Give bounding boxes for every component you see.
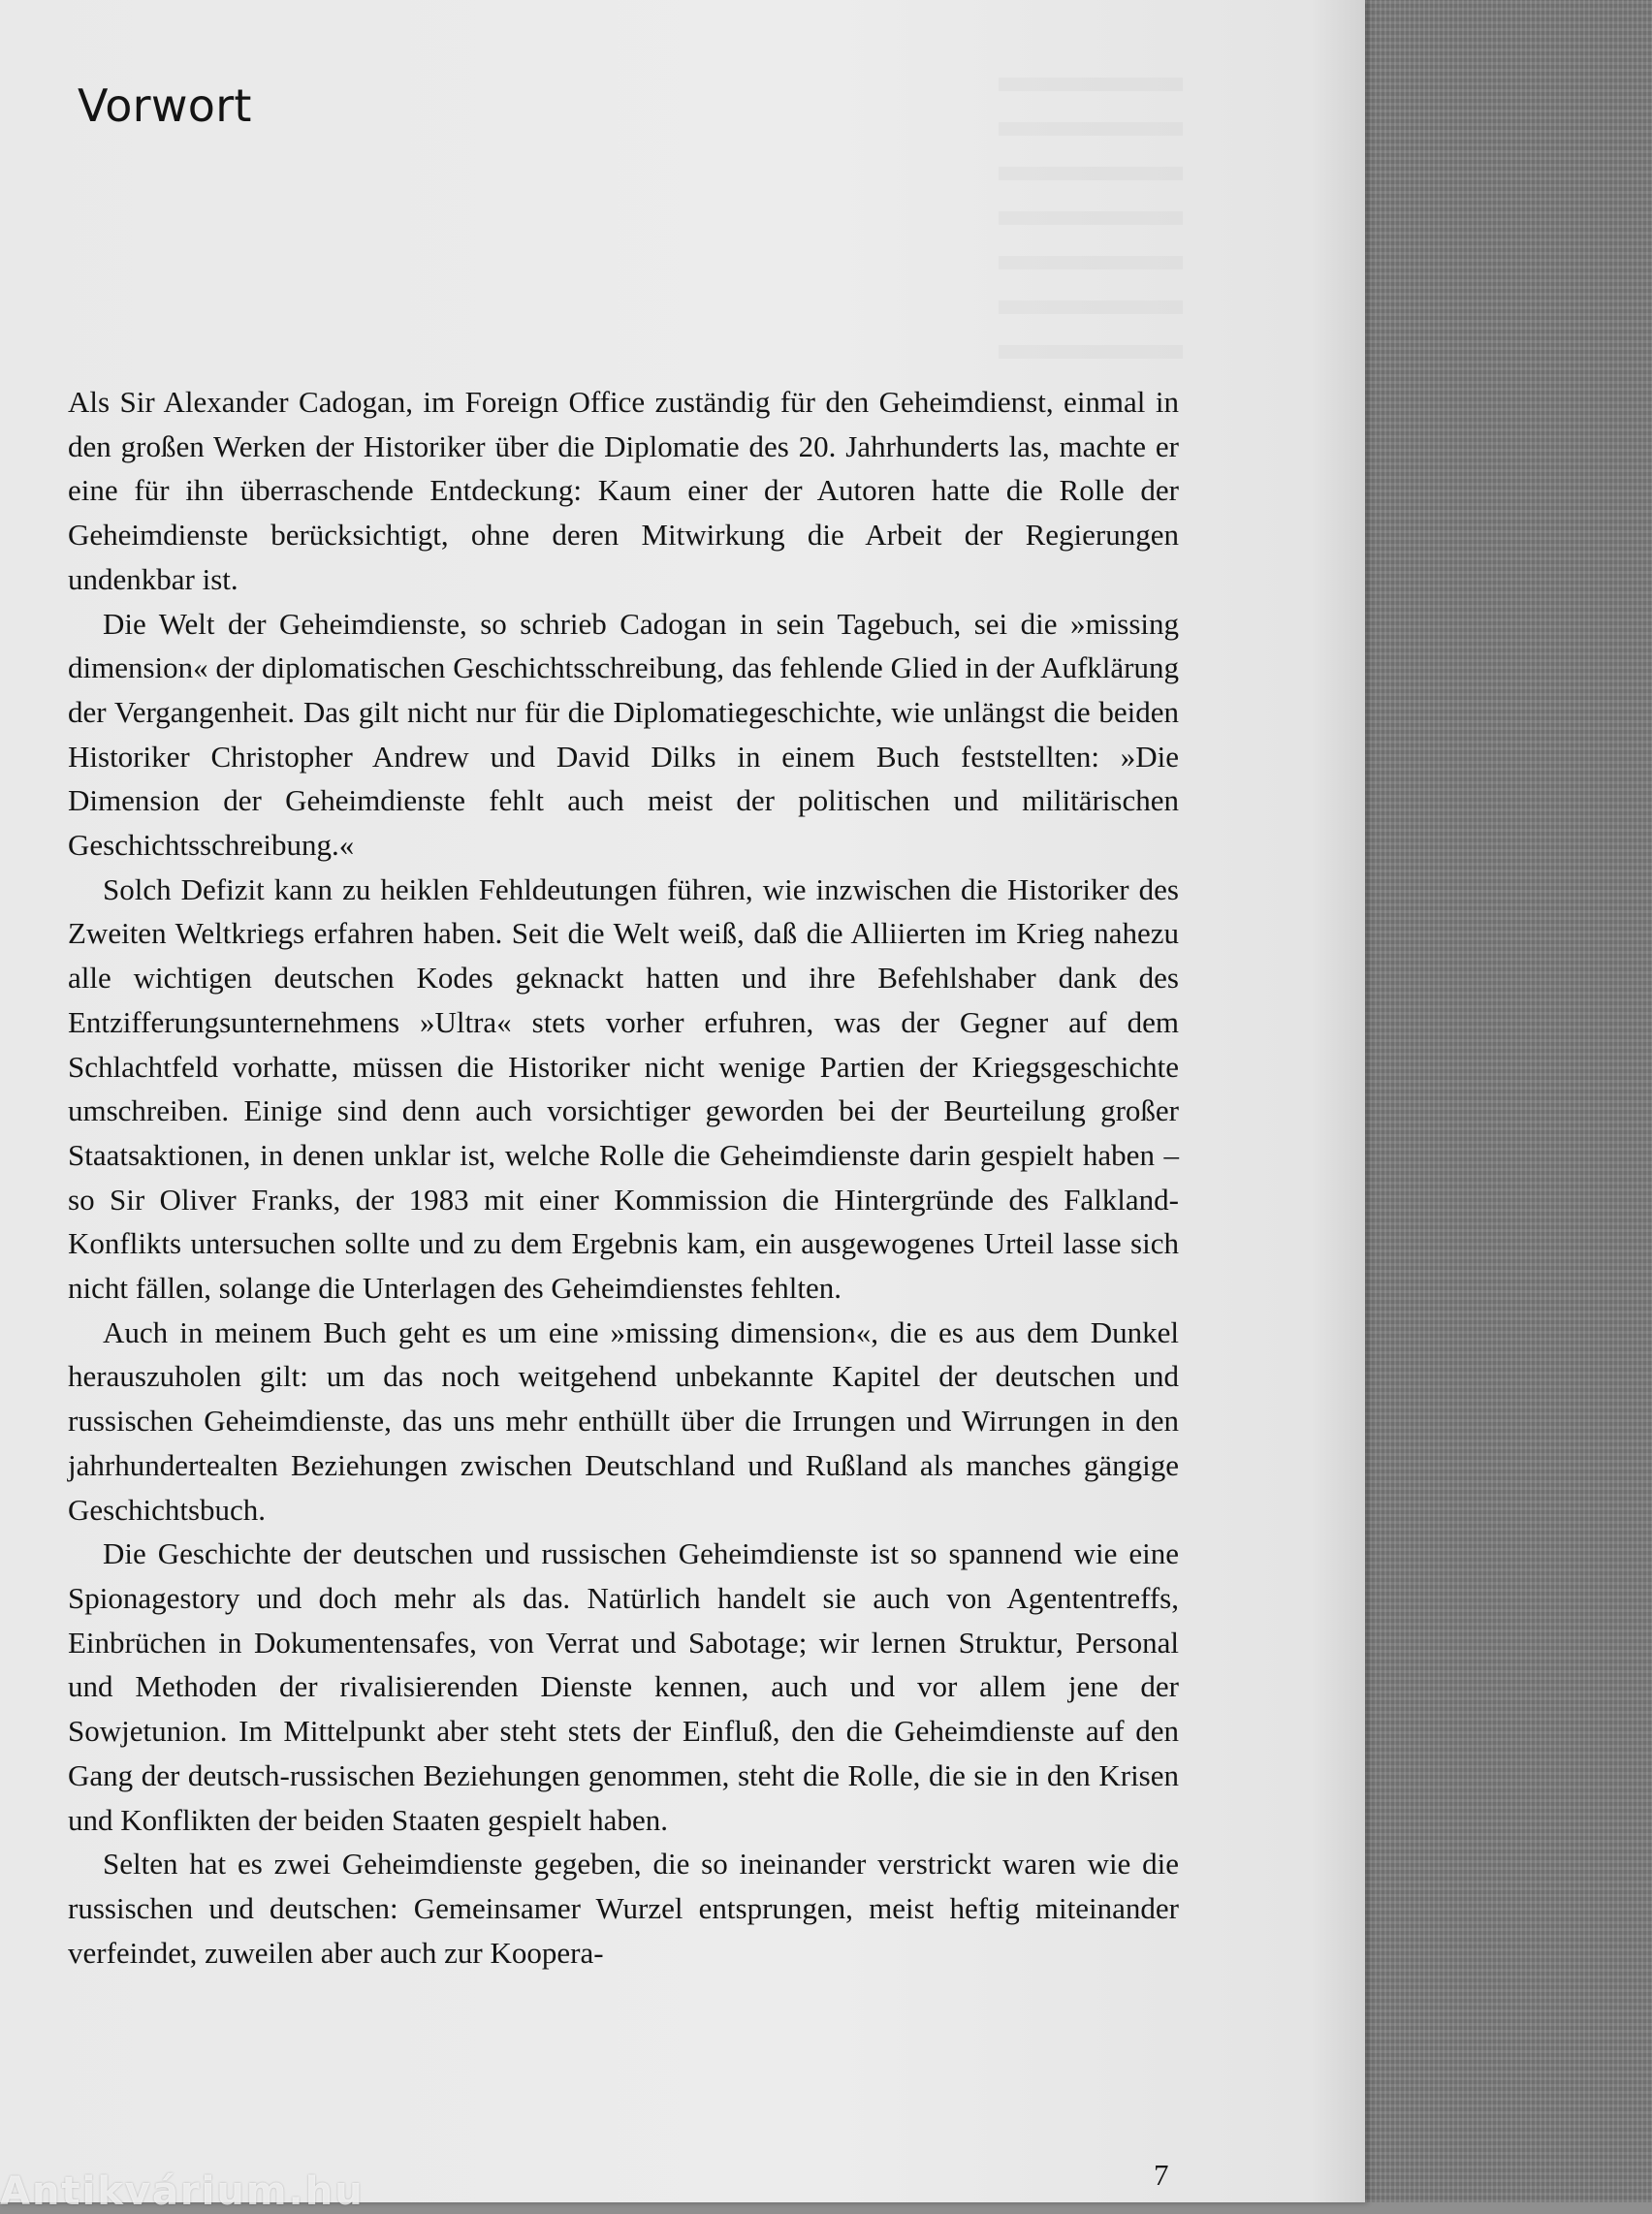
paragraph-4: Auch in meinem Buch geht es um eine »missing dimension«, die es aus dem Dunkel herauszuholen gilt: um das noch weitgehend unbekannte Kapitel der deutschen und russischen Geheimdienste, das uns mehr enthüllt über die Irrungen und Wirrungen in den jahrhundertealten Beziehungen zwischen Deutschland und Rußland als manches gängige Geschichtsbuch. [68,1314,1179,1527]
paragraph-5: Die Geschichte der deutschen und russischen Geheimdienste ist so spannend wie eine Spionagestory und doch mehr als das. Natürlich handelt sie auch von Agententreffs, Einbrüchen in Dokumentensafes, von Verrat und Sabotage; wir lernen Struktur, Personal und Methoden der rivalisierenden Dienste kennen, auch und vor allem jene der Sowjetunion. Im Mittelpunkt aber steht stets der Einfluß, den die Geheimdienste auf den Gang der deutsch-russischen Beziehungen genommen, steht die Rolle, die sie in den Krisen und Konflikten der beiden Staaten gespielt haben. [68,1536,1179,1837]
show-through-text [999,68,1183,359]
watermark: Antikvárium.hu [0,2169,365,2214]
body-text [68,380,1179,1975]
paragraph-1: Als Sir Alexander Cadogan, im Foreign Office zuständig für den Geheimdienst, einmal in den großen Werken der Historiker über die Diplomatie des 20. Jahrhunderts las, machte er eine für ihn überraschende Entdeckung: Kaum einer der Autoren hatte die Rolle der Geheimdienste berücksichtigt, ohne deren Mitwirkung die Arbeit der Regierungen undenkbar ist. [68,385,1179,596]
page-number: 7 [1154,2158,1169,2192]
paragraph-3: Solch Defizit kann zu heiklen Fehldeutungen führen, wie inzwischen die Historiker des Zweiten Weltkriegs erfahren haben. Seit die Welt weiß, daß die Alliierten im Krieg nahezu alle wichtigen deutschen Kodes geknackt hatten und ihre Befehlshaber dank des Entzifferungsunternehmens »Ultra« stets vorher erfuhren, was der Gegner auf dem Schlachtfeld vorhatte, müssen die Historiker nicht wenige Partien der Kriegsgeschichte umschreiben. Einige sind denn auch vorsichtiger geworden bei der Beurteilung großer Staatsaktionen, in denen unklar ist, welche Rolle die Geheimdienste darin gespielt haben – so Sir Oliver Franks, der 1983 mit einer Kommission die Hintergründe des Falkland-Konflikts untersuchen sollte und zu dem Ergebnis kam, ein ausgewogenes Urteil lasse sich nicht fällen, solange die Unterlagen des Geheimdienstes fehlten. [68,871,1179,1306]
background-surface [1365,0,1652,2202]
page-title: Vorwort [78,79,252,132]
paragraph-6: Selten hat es zwei Geheimdienste gegeben, die so ineinander verstrickt waren wie die russischen und deutschen: Gemeinsamer Wurzel entsprungen, meist heftig miteinander verfeindet, zuweilen aber auch zur Koopera- [68,1847,1179,1970]
paragraph-2: Die Welt der Geheimdienste, so schrieb Cadogan in sein Tagebuch, sei die »missing dimension« der diplomatischen Geschichtsschreibung, das fehlende Glied in der Aufklärung der Vergangenheit. Das gilt nicht nur für die Diplomatiegeschichte, wie unlängst die beiden Historiker Christopher Andrew und David Dilks in einem Buch feststellten: »Die Dimension der Geheimdienste fehlt auch meist der politischen und militärischen Geschichtsschreibung.« [68,606,1179,863]
